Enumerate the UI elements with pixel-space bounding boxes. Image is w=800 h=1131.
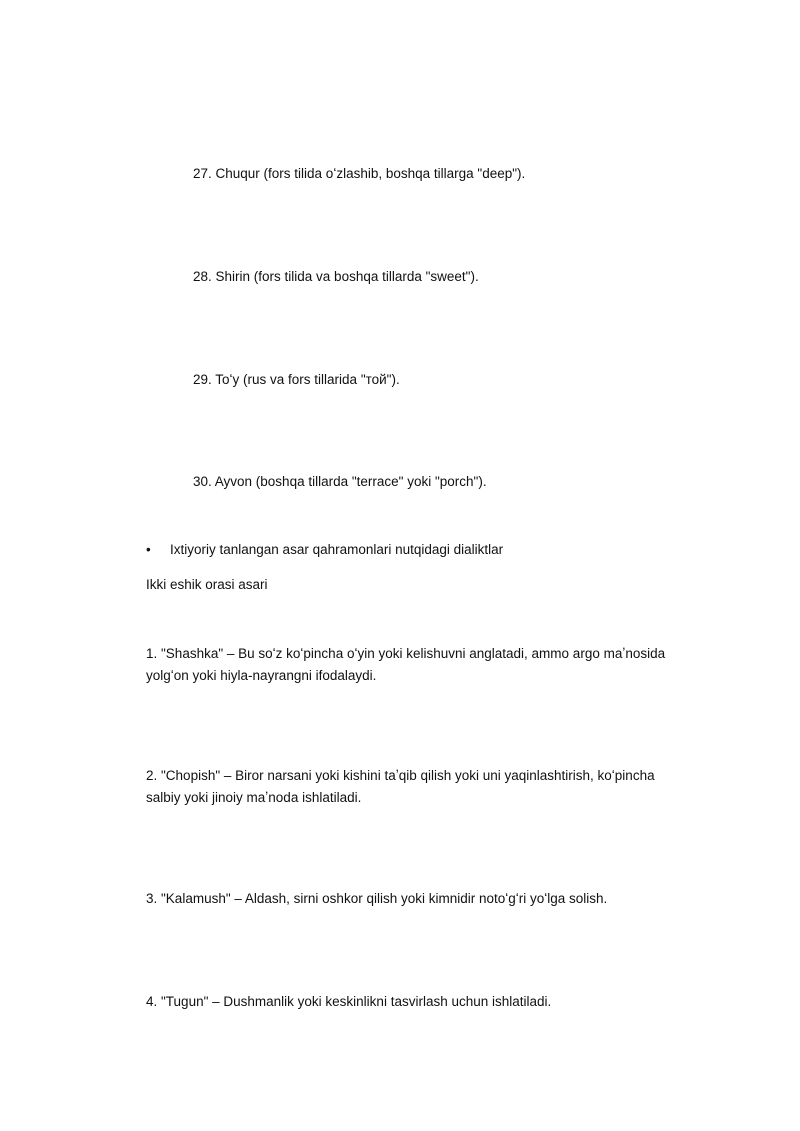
bullet-item: [146, 539, 503, 561]
bullet-icon: •: [146, 542, 151, 557]
dialect-item-2: 2. "Chopish" – Biror narsani yoki kishini taʼqib qilish yoki uni yaqinlashtirish, koʻpincha salbiy yoki jinoiy maʼnoda ishlatiladi.: [146, 768, 655, 805]
dialect-item-1: 1. "Shashka" – Bu soʻz koʻpincha oʻyin yoki kelishuvni anglatadi, ammo argo maʼnosida yolgʻon yoki hiyla-nayrangni ifodalaydi.: [146, 646, 666, 683]
dialect-item-4: 4. "Tugun" – Dushmanlik yoki keskinlikni tasvirlash uchun ishlatiladi.: [146, 994, 552, 1009]
numbered-item-27: 27. Chuqur (fors tilida oʻzlashib, boshqa tillarga "deep").: [193, 166, 526, 181]
subheading: Ikki eshik orasi asari: [146, 577, 268, 592]
bullet-text: Ixtiyoriy tanlangan asar qahramonlari nutqidagi dialiktlar: [170, 542, 504, 557]
dialect-item-3: 3. "Kalamush" – Aldash, sirni oshkor qilish yoki kimnidir notoʻgʻri yoʻlga solish.: [146, 891, 608, 906]
numbered-item-30: 30. Ayvon (boshqa tillarda "terrace" yoki "porch").: [193, 474, 487, 489]
numbered-item-28: 28. Shirin (fors tilida va boshqa tillarda "sweet").: [193, 269, 479, 284]
numbered-item-29: 29. Toʻy (rus va fors tillarida "той").: [193, 372, 400, 387]
